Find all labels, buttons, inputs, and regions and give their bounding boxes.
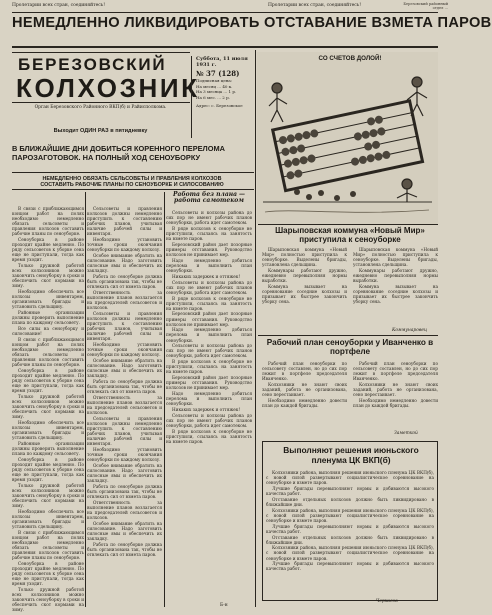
paragraph: Необходимо обеспечить все колхозы инвентарем, организовать бригады и установить сдельщину.: [12, 420, 84, 441]
article-ivanchenko-body: [262, 361, 438, 437]
issue-place: Адрес: с. Березовское: [196, 103, 243, 109]
column-divider: [85, 192, 86, 607]
article-title-plenum: Выполняют решения июньского пленума ЦК ВКП(б): [283, 445, 419, 465]
paragraph: Рабочий план сеноуборки по сельсовету составлен, но до сих пор лежит в портфеле председателя Иванченко.: [262, 361, 347, 382]
paragraph: Надо немедленно добиться перелома и выполнить план сеноуборки.: [166, 257, 252, 273]
article-title-ivanchenko: Рабочий план сеноуборки у Иванченко в портфеле: [266, 338, 434, 357]
paragraph: Сельсоветы и правления колхозов должны немедленно приступить к составлению рабочих планов, учитывая наличие рабочей силы и инвентаря.: [87, 415, 162, 447]
paragraph: Работа по сеноуборке должна быть организована так, чтобы не отвлекать сил от взмета паров.: [87, 483, 162, 499]
paragraph: Надо немедленно добиться перелома и выполнить план сеноуборки.: [166, 391, 252, 407]
front-headline: НЕМЕДЛЕННО ЛИКВИДИРОВАТЬ ОТСТАВАНИЕ ВЗМЕТА ПАРОВ: [12, 15, 492, 31]
article-rule: [258, 335, 438, 336]
paragraph: Колхозники района, выполняя решения июньского пленума ЦК ВКП(б), с новой силой развертывают социалистическое соревнование на сеноуборке и взмете паров.: [266, 470, 434, 486]
paragraph: Необходимо установить точные сроки окончания сеноуборки по каждому колхозу.: [87, 342, 162, 358]
illustration-caption: СО СЧЕТОВ ДОЛОЙ!: [318, 55, 382, 62]
paragraph: В связи с приближающимся концом работ на полях необходимо немедленно обязать сельсоветы и правления колхозов составить рабочие планы по сеноуборке.: [12, 206, 84, 237]
article-column-3: [166, 210, 252, 610]
top-slogan-right: Пролетарии всех стран, соединяйтесь!: [268, 3, 362, 8]
top-rule: [12, 12, 438, 13]
article-title-kommuna: Шарыповская коммуна «Новый Мир» приступила к сеноуборке: [275, 226, 425, 244]
paragraph: Необходимо немедленно довести план до каждой бригады.: [353, 397, 438, 408]
article-rule: [258, 224, 438, 225]
paragraph: Сельсоветы и колхозы района до сих пор не имеют рабочих планов сеноуборки, работа идет самотеком.: [166, 412, 252, 429]
paragraph: Ответственность за выполнение планов возлагается на председателей сельсоветов и колхозов.: [87, 394, 162, 415]
paper-frequency: Выходит ОДИН РАЗ в пятидневку: [53, 128, 148, 134]
paragraph: Рабочий план сеноуборки по сельсовету составлен, но до сих пор лежит в портфеле председателя Иванченко.: [353, 361, 438, 382]
paragraph: Сеноуборка в районе проходит крайне медленно. По ряду сельсоветов к уборке сена еще не приступали, тогда как время уходит.: [12, 237, 84, 263]
article-column-1: [12, 206, 84, 613]
price-list: [196, 78, 258, 100]
paragraph: Колхозники не знают своих заданий, работа не организована, сено перестаивает.: [353, 381, 438, 398]
paragraph: Сельсоветы и правления колхозов должны немедленно приступить к составлению рабочих планов, учитывая наличие рабочей силы и инвентаря.: [87, 206, 162, 237]
paragraph: Работа по сеноуборке должна быть организована так, чтобы не отвлекать сил от взмета паров.: [87, 378, 162, 395]
paragraph: Лучшие бригады перевыполняют нормы и добиваются высокого качества работ.: [266, 561, 434, 572]
paragraph: Все силы на сеноуборку и силосование!: [12, 326, 84, 337]
paragraph: Необходимо обеспечить все колхозы инвентарем, организовать бригады и установить сдельщину.: [12, 289, 84, 310]
article-column-2: [87, 206, 162, 606]
paragraph: Коммуна вызывает на соревнование соседние колхозы и призывает их быстрее закончить уборку сена.: [353, 283, 438, 305]
paragraph: Необходимо установить точные сроки окончания сеноуборки по каждому колхозу.: [87, 237, 162, 253]
paragraph: Сеноуборка в районе проходит крайне медленно. По ряду сельсоветов к уборке сена еще не приступали, тогда как время уходит.: [12, 561, 84, 587]
price-line: Подписная цена:: [196, 78, 233, 83]
paragraph: Шарыповская коммуна «Новый Мир» полностью приступила к сеноуборке. Выделены бригады, установлена сдельщина.: [353, 247, 438, 268]
paragraph: Сельсоветы и колхозы района до сих пор не имеют рабочих планов сеноуборки, работа идет самотеком.: [166, 343, 252, 359]
paragraph: Колхозники района, выполняя решения июньского пленума ЦК ВКП(б), с новой силой развертывают социалистическое соревнование на сеноуборке и взмете паров.: [266, 507, 434, 523]
paragraph: Коммуна вызывает на соревнование соседние колхозы и призывает их быстрее закончить уборку сена.: [262, 283, 347, 305]
paragraph: Сеноуборка в районе проходит крайне медленно. По ряду сельсоветов к уборке сена еще не приступали, тогда как время уходит.: [12, 457, 84, 483]
paragraph: Надо немедленно добиться перелома и выполнить план сеноуборки.: [166, 327, 252, 343]
footer-mark: Б-н: [220, 603, 228, 608]
sub-banner: НЕМЕДЛЕННО ОБЯЗАТЬ СЕЛЬСОВЕТЫ И ПРАВЛЕНИЯ КОЛХОЗОВ СОСТАВИТЬ РАБОЧИЕ ПЛАНЫ ПО СЕНОУБОРКЕ И СИЛОСОВАНИЮ: [40, 176, 224, 189]
paragraph: В связи с приближающимся концом работ на полях необходимо немедленно обязать сельсоветы и правления колхозов составить рабочие планы по сеноуборке.: [12, 530, 84, 561]
paragraph: Необходимо установить точные сроки окончания сеноуборки по каждому колхозу.: [87, 446, 162, 463]
paragraph: Только дружной работой всех колхозников можно закончить сеноуборку в сроки и обеспечить скот кормами на зиму.: [12, 587, 84, 613]
paragraph: Ответственность за выполнение планов возлагается на председателей сельсоветов и колхозов.: [87, 499, 162, 520]
price-line: На 3 месяца ... 1 р.: [196, 89, 237, 95]
paragraph: Березовский район дает позорные примеры отставания. Руководство колхозов не принимает мер.: [166, 311, 252, 327]
paragraph: В ряде колхозов к сеноуборке не приступили, ссылаясь на занятость на взмете паров.: [166, 359, 252, 375]
banner-rule: [12, 172, 254, 173]
paragraph: Березовский район дает позорные примеры отставания. Руководство колхозов не принимает мер.: [166, 241, 252, 257]
paragraph: Лучшие бригады перевыполняют нормы и добиваются высокого качества работ.: [266, 523, 434, 534]
paragraph: Особое внимание обратить на силосование. Надо заготовить силосные ямы и обеспечить их закладку.: [87, 357, 162, 379]
issue-date: Суббота, 11 июля 1931 г.: [196, 56, 248, 68]
paragraph: Березовский район дает позорные примеры отставания. Руководство колхозов не принимает мер.: [166, 375, 252, 391]
banner-rule-2: [12, 189, 254, 190]
paragraph: Сельсоветы и колхозы района до сих пор не имеют рабочих планов сеноуборки, работа идет самотеком.: [166, 279, 252, 295]
top-slogan-left: Пролетарии всех стран, соединяйтесь!: [12, 3, 106, 8]
paragraph: Колхозники не знают своих заданий, работа не организована, сено перестаивает.: [262, 381, 347, 398]
abacus-cartoon-drawing: [257, 52, 438, 224]
paragraph: Работа по сеноуборке должна быть организована так, чтобы не отвлекать сил от взмета паров.: [87, 541, 162, 557]
paragraph: Отставание отдельных колхозов должно быть ликвидировано в ближайшие дни.: [266, 534, 434, 545]
paragraph: Только дружной работой всех колхозников можно закончить сеноуборку в сроки и обеспечить скот кормами на зиму.: [12, 483, 84, 509]
headline-rule: [12, 46, 438, 48]
paragraph: В ряде колхозов к сеноуборке не приступили, ссылаясь на занятость на взмете паров.: [166, 428, 252, 444]
paragraph: Отставание отдельных колхозов должно быть ликвидировано в ближайшие дни.: [266, 496, 434, 507]
column-divider: [164, 192, 165, 607]
paragraph: Коммунары работают дружно, ежедневно перевыполняя нормы выработки.: [262, 267, 347, 284]
paragraph: Лучшие бригады перевыполняют нормы и добиваются высокого качества работ.: [266, 485, 434, 496]
paragraph: Работа по сеноуборке должна быть организована так, чтобы не отвлекать сил от взмета паров.: [87, 274, 162, 290]
paragraph: В ряде колхозов к сеноуборке не приступили, ссылаясь на занятость на взмете паров.: [166, 295, 252, 311]
paragraph: Особое внимание обратить на силосование. Надо заготовить силосные ямы и обеспечить их закладку.: [87, 462, 162, 483]
paragraph: Необходимо обеспечить все колхозы инвентарем, организовать бригады и установить сдельщину.: [12, 509, 84, 530]
article-kommuna-body: [262, 247, 438, 333]
article-signature: Черкасов: [376, 599, 398, 604]
paragraph: Районные организации должны проверить выполнение плана по каждому сельсовету.: [12, 441, 84, 457]
column-divider: [255, 50, 256, 607]
article-heading: Работа без плана — работа самотеком: [172, 191, 246, 205]
paragraph: Только дружной работой всех колхозников можно закончить сеноуборку в сроки и обеспечить скот кормами на зиму.: [12, 263, 84, 289]
paragraph: Сельсоветы и колхозы района до сих пор не имеют рабочих планов сеноуборки, работа идет самотеком.: [166, 210, 252, 226]
paragraph: Районные организации должны проверить выполнение плана по каждому сельсовету.: [12, 310, 84, 326]
article-signature: Заметкой: [394, 431, 418, 436]
paragraph: Шарыповская коммуна «Новый Мир» полностью приступила к сеноуборке. Выделены бригады, установлена сдельщина.: [262, 247, 347, 268]
price-line: На 6 мес. ... 2 р.: [196, 94, 230, 100]
issue-infobox: [191, 56, 258, 138]
paper-title-line1: БЕРЕЗОВСКИЙ: [18, 55, 167, 74]
corner-note: Березовский районный отдел ...: [403, 2, 448, 11]
price-line: На месяц ... 40 к.: [196, 83, 233, 89]
paragraph: Необходимо немедленно довести план до каждой бригады.: [262, 397, 347, 408]
paragraph: В связи с приближающимся концом работ на полях необходимо немедленно обязать сельсоветы и правления колхозов составить рабочие планы по сеноуборке.: [12, 336, 84, 368]
paragraph: Коммунары работают дружно, ежедневно перевыполняя нормы выработки.: [353, 267, 438, 284]
paragraph: Сельсоветы и правления колхозов должны немедленно приступить к составлению рабочих планов, учитывая наличие рабочей силы и инвентаря.: [87, 310, 162, 342]
paragraph: Ответственность за выполнение планов возлагается на председателей сельсоветов и колхозов.: [87, 289, 162, 311]
paper-title-line2: КОЛХОЗНИК: [16, 73, 200, 103]
issue-number: № 37 (128): [196, 69, 240, 78]
paragraph: Особое внимание обратить на силосование. Надо заготовить силосные ямы и обеспечить их закладку.: [87, 253, 162, 274]
paragraph: Никаких задержек и оттяжек!: [172, 407, 241, 413]
article-plenum-body: [266, 470, 434, 598]
paragraph: Никаких задержек и оттяжек!: [172, 273, 241, 279]
article-signature: Коммунаровец: [392, 328, 428, 333]
main-banner: В БЛИЖАЙШИЕ ДНИ ДОБИТЬСЯ КОРЕННОГО ПЕРЕЛОМА ПАРОЗАГОТОВОК. НА ПОЛНЫЙ ХОД СЕНОУБОРКУ: [12, 144, 225, 162]
paragraph: В ряде колхозов к сеноуборке не приступили, ссылаясь на занятость на взмете паров.: [166, 225, 252, 242]
cartoon-illustration: [257, 52, 438, 224]
paragraph: Только дружной работой всех колхозников можно закончить сеноуборку в сроки и обеспечить скот кормами на зиму.: [12, 394, 84, 420]
paragraph: Особое внимание обратить на силосование. Надо заготовить силосные ямы и обеспечить их закладку.: [87, 520, 162, 541]
paragraph: Колхозники района, выполняя решения июньского пленума ЦК ВКП(б), с новой силой развертывают социалистическое соревнование на сеноуборке и взмете паров.: [266, 545, 434, 561]
paragraph: Сеноуборка в районе проходит крайне медленно. По ряду сельсоветов к уборке сена еще не приступали, тогда как время уходит.: [12, 368, 84, 394]
paper-organ: Орган Березовского Районного ВКП(б) и Райисполкома.: [34, 105, 167, 110]
